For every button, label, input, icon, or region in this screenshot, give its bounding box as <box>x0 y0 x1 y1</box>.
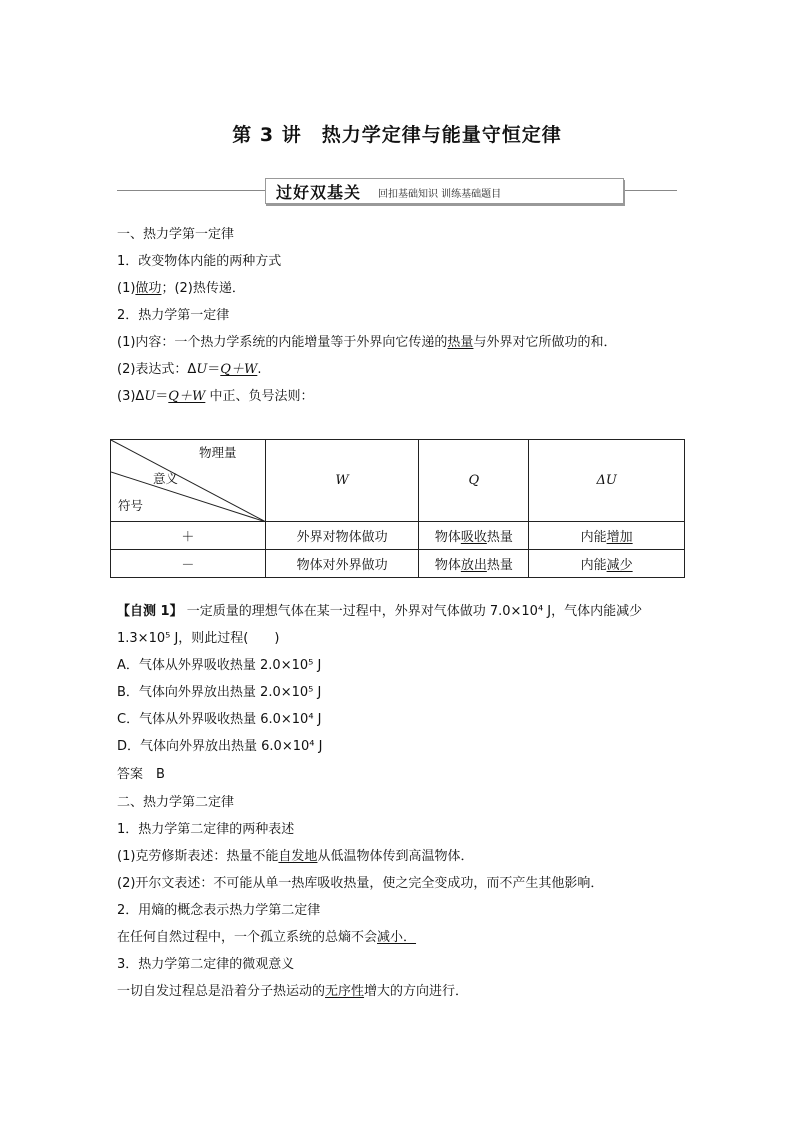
answer-blank: 热量 <box>447 335 474 350</box>
text: ＝ <box>207 362 221 377</box>
q-cell <box>419 550 529 578</box>
text: (1)内容：一个热力学系统的内能增量等于外界向它传递的 <box>117 335 448 350</box>
s2-p3-title: 3．热力学第二定律的微观意义 <box>117 957 295 972</box>
option-c: C．气体从外界吸收热量 6.0×10⁴ J <box>117 712 322 727</box>
sign-cell: ＋ <box>111 522 266 550</box>
w-cell: 物体对外界做功 <box>265 550 419 578</box>
text: (2)表达式：Δ <box>117 362 197 377</box>
banner-sub: 回扣基础知识 训练基础题目 <box>378 189 502 200</box>
q-cell <box>419 522 529 550</box>
question-tag: 【自测 1】 <box>117 604 183 619</box>
corner-top-label: 物理量 <box>199 445 237 460</box>
text: 中正、负号法则： <box>205 389 314 404</box>
header-du <box>529 440 685 522</box>
answer-blank: 做功 <box>135 281 162 296</box>
s2-p2-title: 2．用熵的概念表示热力学第二定律 <box>117 903 321 918</box>
text: 与外界对它所做功的和． <box>473 335 617 350</box>
text: (3)Δ <box>117 389 145 404</box>
section2-heading: 二、热力学第二定律 <box>117 795 235 810</box>
text: 热传递 <box>192 281 232 296</box>
math-var: U <box>144 389 156 404</box>
option-b: B．气体向外界放出热量 2.0×10⁵ J <box>117 685 322 700</box>
text: 在任何自然过程中，一个孤立系统的总熵不会 <box>117 930 378 945</box>
s1-p2-content <box>117 334 616 352</box>
header-w <box>265 440 419 522</box>
s2-p1-kelvin: (2)开尔文表述：不可能从单一热库吸收热量，使之完全变成功，而不产生其他影响． <box>117 876 604 891</box>
du-cell <box>529 522 685 550</box>
corner-bottom-label: 符号 <box>118 498 144 513</box>
table-header-row <box>111 440 685 522</box>
du-cell <box>529 550 685 578</box>
corner-mid-label: 意义 <box>153 471 179 486</box>
answer-blank: Q＋W <box>168 389 206 404</box>
w-cell: 外界对物体做功 <box>265 522 419 550</box>
answer-blank: 自发地 <box>278 849 318 864</box>
answer-blank: 无序性 <box>325 984 365 999</box>
sign-table <box>110 439 685 578</box>
answer-blank: 放出 <box>460 558 487 573</box>
header-label: Q <box>468 473 480 488</box>
text: 一切自发过程总是沿着分子热运动的 <box>117 984 326 999</box>
text: ＝ <box>155 389 169 404</box>
header-q <box>419 440 529 522</box>
text: 热量 <box>486 530 513 545</box>
text: 增大的方向进行． <box>364 984 469 999</box>
text: ；(2) <box>161 281 193 296</box>
s1-p1-title: 1．改变物体内能的两种方式 <box>117 254 282 269</box>
text: 内能 <box>580 558 607 573</box>
answer-blank: 吸收 <box>460 530 487 545</box>
text: ． <box>231 281 245 296</box>
text: 物体 <box>434 530 461 545</box>
text: (1) <box>117 281 136 296</box>
text: . <box>257 362 262 377</box>
banner-box <box>265 178 624 204</box>
table-row <box>111 550 685 578</box>
text: 物体 <box>434 558 461 573</box>
answer-blank: 减小． <box>377 930 417 945</box>
answer-blank: 减少 <box>606 558 633 573</box>
s2-p1-title: 1．热力学第二定律的两种表述 <box>117 822 295 837</box>
s2-p2-body <box>117 929 416 947</box>
text: (1)克劳修斯表述：热量不能 <box>117 849 279 864</box>
sign-cell: － <box>111 550 266 578</box>
table-row <box>111 522 685 550</box>
banner-main: 过好双基关 <box>276 183 362 202</box>
option-d: D．气体向外界放出热量 6.0×10⁴ J <box>117 739 323 754</box>
math-var: U <box>196 362 208 377</box>
section1-heading: 一、热力学第一定律 <box>117 227 235 242</box>
s1-p2-rule <box>117 388 313 406</box>
option-a: A．气体从外界吸收热量 2.0×10⁵ J <box>117 658 322 673</box>
text: 从低温物体传到高温物体． <box>317 849 474 864</box>
question-stem-line1 <box>117 603 642 621</box>
s1-p2-expression <box>117 361 261 379</box>
s2-p3-body <box>117 983 468 1001</box>
section-banner <box>117 178 677 204</box>
header-label: ΔU <box>596 473 617 488</box>
s1-p1-body <box>117 280 245 298</box>
s2-p1-clausius <box>117 848 473 866</box>
header-label: W <box>335 473 349 488</box>
question-stem-line2: 1.3×10⁵ J，则此过程( ) <box>117 631 280 646</box>
answer-blank: 增加 <box>606 530 633 545</box>
answer-blank: Q＋W <box>220 362 258 377</box>
diagonal-corner-cell <box>111 440 266 522</box>
answer-line: 答案 B <box>117 767 165 782</box>
page-title: 第 3 讲 热力学定律与能量守恒定律 <box>232 124 562 146</box>
text: 内能 <box>580 530 607 545</box>
s1-p2-title: 2．热力学第一定律 <box>117 308 230 323</box>
text: 热量 <box>486 558 513 573</box>
question-stem: 一定质量的理想气体在某一过程中，外界对气体做功 7.0×10⁴ J，气体内能减少 <box>182 604 643 619</box>
